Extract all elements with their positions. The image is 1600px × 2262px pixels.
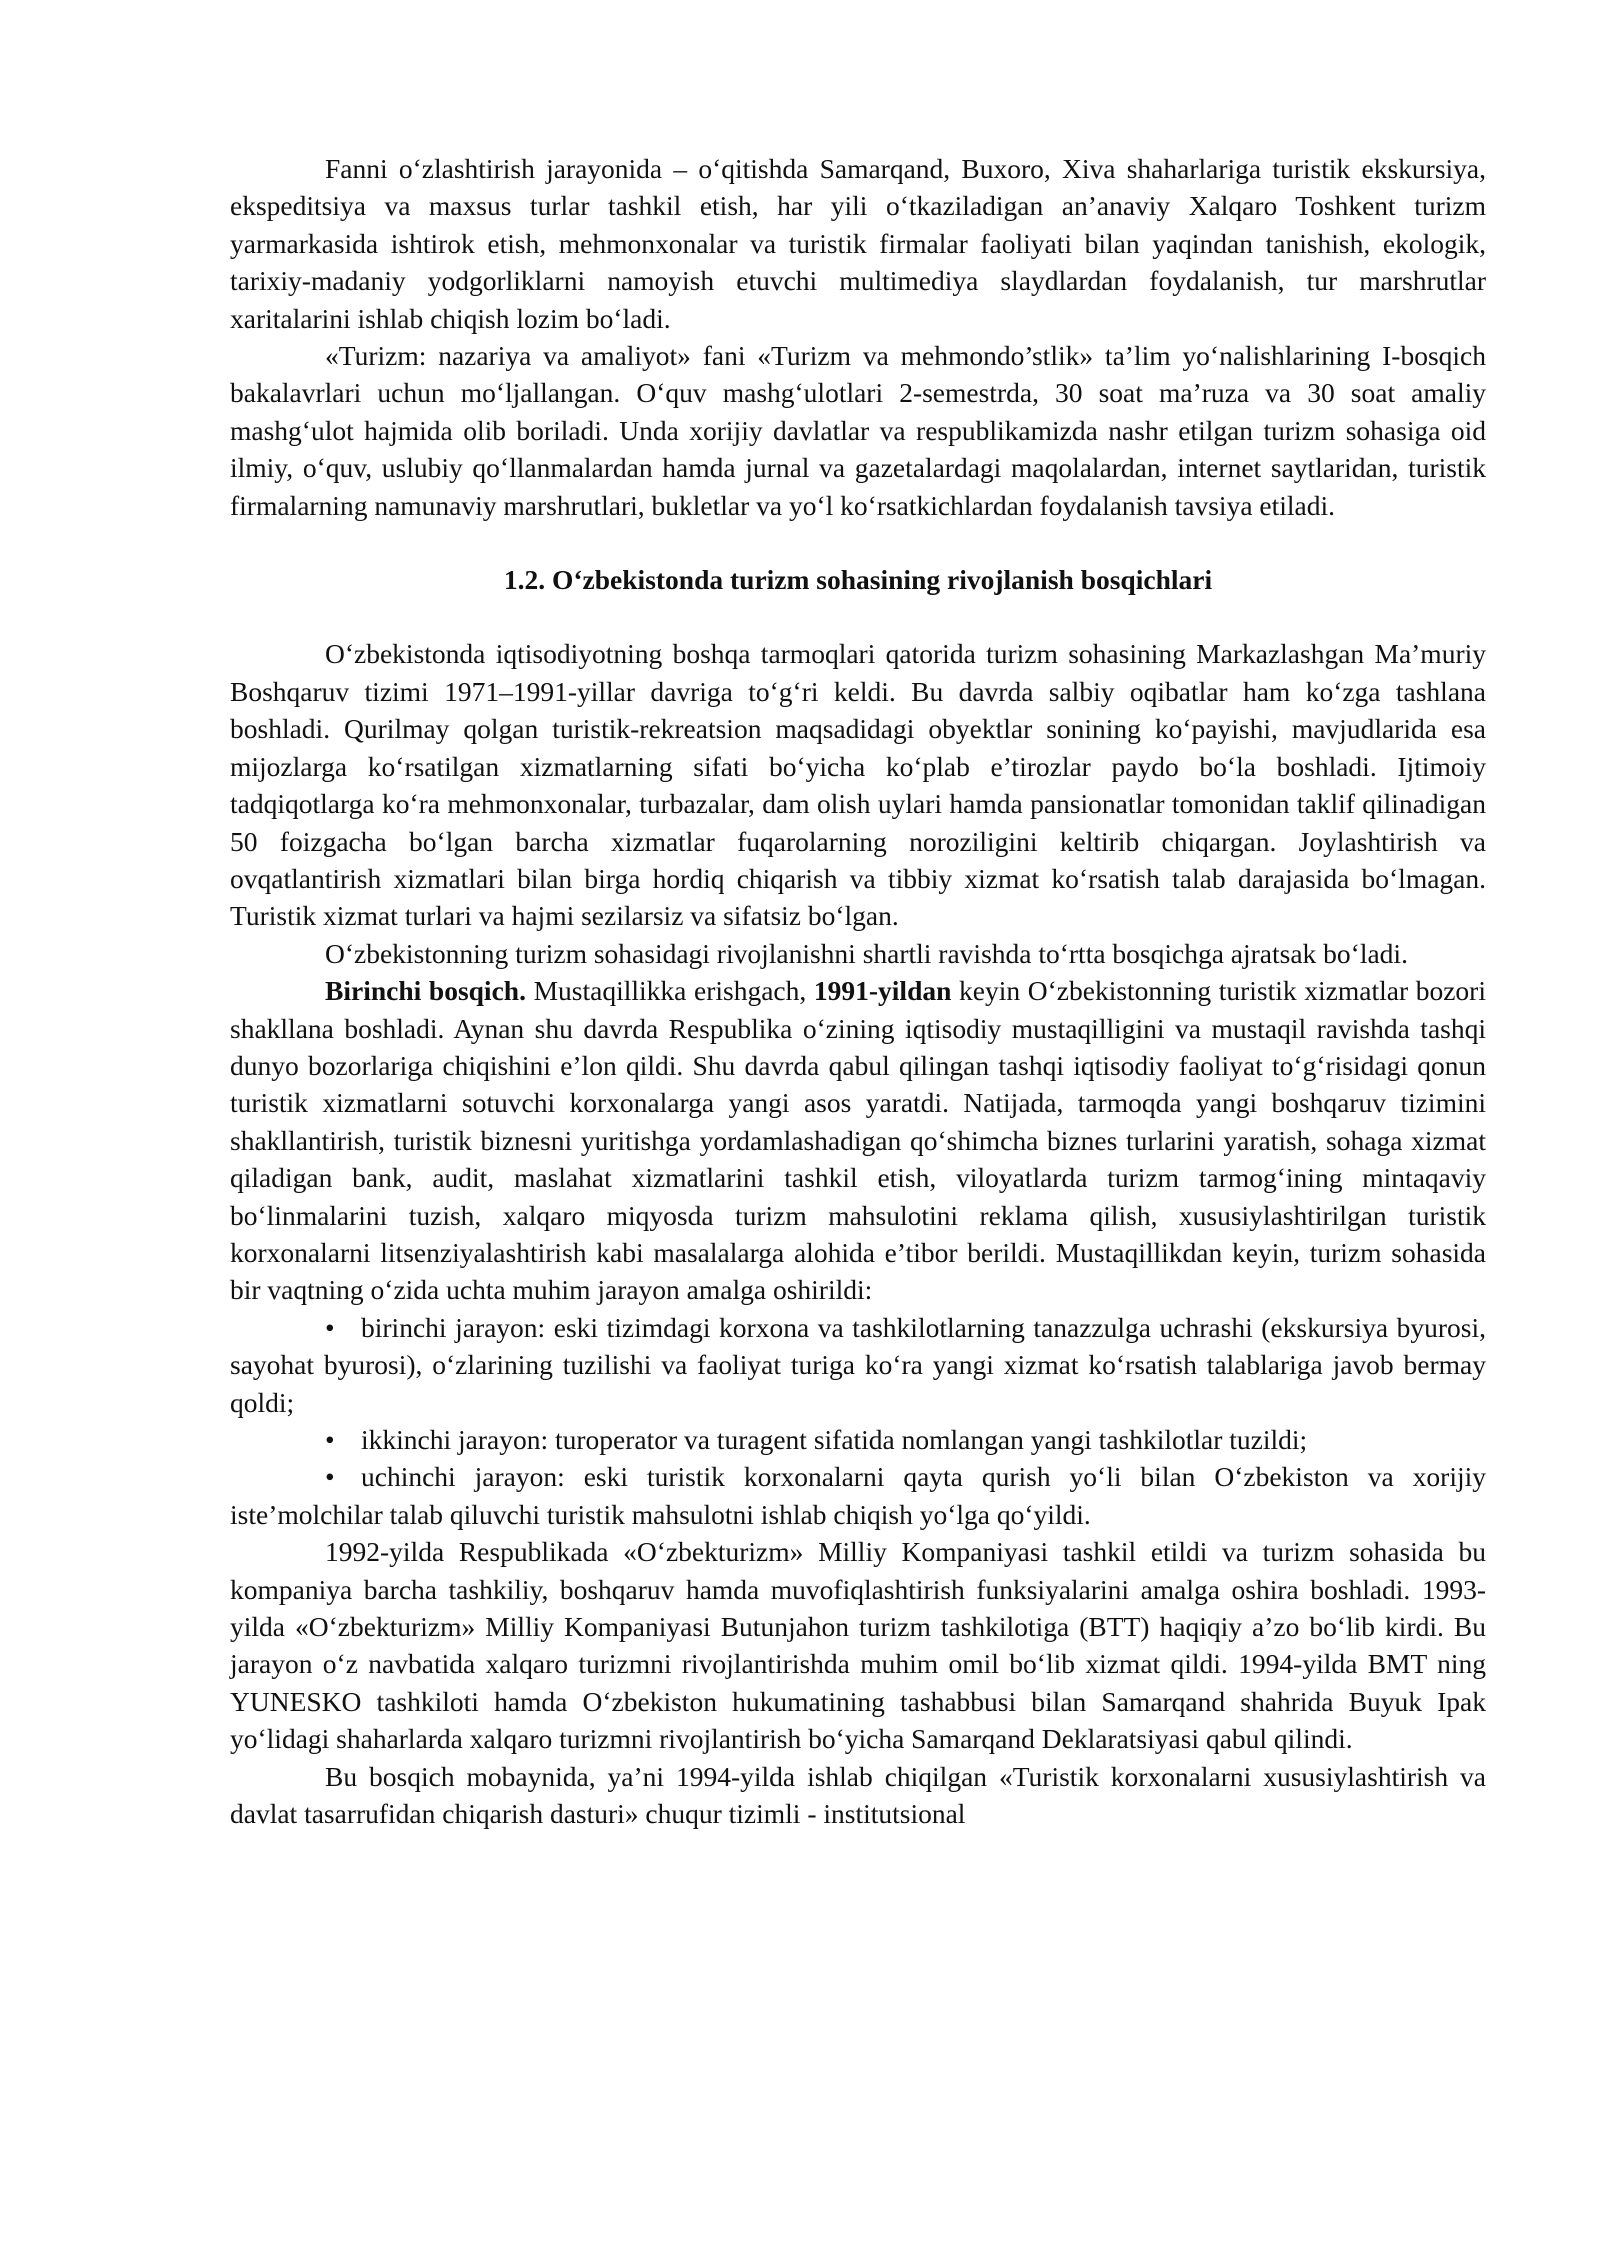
- document-page: [230, 150, 1486, 1832]
- paragraph-first-stage: [230, 972, 1486, 1309]
- bullet-icon: •: [325, 1311, 335, 1343]
- paragraph-uzbekturizm: 1992-yilda Respublikada «O‘zbekturizm» Milliy Kompaniyasi tashkil etildi va turizm sohasida bu kompaniya barcha tashkiliy, boshqaruv hamda muvofiqlashtirish funksiyalarini amalga oshira boshladi. 1993-yilda «O‘zbekturizm» Milliy Kompaniyasi Butunjahon turizm tashkilotiga (BTT) haqiqiy a’zo bo‘lib kirdi. Bu jarayon o‘z navbatida xalqaro turizmni rivojlantirishda muhim omil bo‘lib xizmat qildi. 1994-yilda BMT ning YUNESKO tashkiloti hamda O‘zbekiston hukumatining tashabbusi bilan Samarqand shahrida Buyuk Ipak yo‘lidagi shaharlarda xalqaro turizmni rivojlantirish bo‘yicha Samarqand Deklaratsiyasi qabul qilindi.: [230, 1536, 1486, 1755]
- first-stage-label: Birinchi bosqich.: [325, 975, 526, 1007]
- paragraph-privatization: Bu bosqich mobaynida, ya’ni 1994-yilda ishlab chiqilgan «Turistik korxonalarni xususiylashtirish va davlat tasarrufidan chiqarish dasturi» chuqur tizimli - institutsional: [230, 1760, 1486, 1830]
- bullet-icon: •: [325, 1461, 335, 1493]
- section-heading: 1.2. O‘zbekistonda turizm sohasining rivojlanish bosqichlari: [503, 564, 1213, 596]
- paragraph-course-activities: Fanni o‘zlashtirish jarayonida – o‘qitishda Samarqand, Buxoro, Xiva shaharlariga turistik ekskursiya, ekspeditsiya va maxsus turlar tashkil etish, har yili o‘tkaziladigan an’anaviy Xalqaro Toshkent turizm yarmarkasida ishtirok etish, mehmonxonalar va turistik firmalar faoliyati bilan yaqindan tanishish, ekologik, tarixiy-madaniy yodgorliklarni namoyish etuvchi multimediya slaydlardan foydalanish, tur marshrutlar xaritalarini ishlab chiqish lozim bo‘ladi.: [230, 153, 1486, 334]
- list-item: [230, 1458, 1486, 1533]
- paragraph-administrative-system: O‘zbekistonda iqtisodiyotning boshqa tarmoqlari qatorida turizm sohasining Markazlashgan Ma’muriy Boshqaruv tizimi 1971–1991-yillar davriga to‘g‘ri keldi. Bu davrda salbiy oqibatlar ham ko‘zga tashlana boshladi. Qurilmay qolgan turistik-rekreatsion maqsadidagi obyektlar sonining ko‘payishi, mavjudlarida esa mijozlarga ko‘rsatilgan xizmatlarning sifati bo‘yicha ko‘plab e’tirozlar paydo bo‘la boshladi. Ijtimoiy tadqiqotlarga ko‘ra mehmonxonalar, turbazalar, dam olish uylari hamda pansionatlar tomonidan taklif qilinadigan 50 foizgacha bo‘lgan barcha xizmatlar fuqarolarning noroziligini keltirib chiqargan. Joylashtirish va ovqatlantirish xizmatlari bilan birga hordiq chiqarish va tibbiy xizmat ko‘rsatish talab darajasida bo‘lmagan. Turistik xizmat turlari va hajmi sezilarsiz va sifatsiz bo‘lgan.: [230, 638, 1486, 932]
- list-item-text: birinchi jarayon: eski tizimdagi korxona va tashkilotlarning tanazzulga uchrashi (ekskursiya byurosi, sayohat byurosi), o‘zlarining tuzilishi va faoliyat turiga ko‘ra yangi xizmat ko‘rsatish talablariga javob bermay qoldi;: [230, 1311, 1486, 1418]
- list-item-text: uchinchi jarayon: eski turistik korxonalarni qayta qurish yo‘li bilan O‘zbekiston va xorijiy iste’molchilar talab qiluvchi turistik mahsulotni ishlab chiqish yo‘lga qo‘yildi.: [230, 1461, 1486, 1530]
- list-item-text: ikkinchi jarayon: turoperator va turagent sifatida nomlangan yangi tashkilotlar tuzildi;: [361, 1424, 1308, 1455]
- first-stage-text-a: Mustaqillikka erishgach,: [525, 975, 814, 1007]
- list-item: [230, 1309, 1486, 1421]
- bullet-icon: •: [325, 1424, 335, 1455]
- first-stage-text-b: keyin O‘zbekistonning turistik xizmatlar bozori shakllana boshladi. Aynan shu davrda Respublika o‘zining iqtisodiy mustaqilligini va mustaqil ravishda tashqi dunyo bozorlariga chiqishini e’lon qildi. Shu davrda qabul qilingan tashqi iqtisodiy faoliyat to‘g‘risidagi qonun turistik xizmatlarni sotuvchi korxonalarga yangi asos yaratdi. Natijada, tarmoqda yangi boshqaruv tizimini shakllantirish, turistik biznesni yuritishga yordamlashadigan qo‘shimcha biznes turlarini yaratish, sohaga xizmat qiladigan bank, audit, maslahat xizmatlarini tashkil etish, viloyatlarda turizm tarmog‘ining mintaqaviy bo‘linmalarini tuzish, xalqaro miqyosda turizm mahsulotini reklama qilish, xususiylashtirilgan turistik korxonalarni litsenziyalashtirish kabi masalalarga alohida e’tibor berildi. Mustaqillikdan keyin, turizm sohasida bir vaqtning o‘zida uchta muhim jarayon amalga oshirildi:: [230, 975, 1486, 1306]
- paragraph-course-description: «Turizm: nazariya va amaliyot» fani «Turizm va mehmondo’stlik» ta’lim yo‘nalishlarining I-bosqich bakalavrlari uchun mo‘ljallangan. O‘quv mashg‘ulotlari 2-semestrda, 30 soat ma’ruza va 30 soat amaliy mashg‘ulot hajmida olib boriladi. Unda xorijiy davlatlar va respublikamizda nashr etilgan turizm sohasiga oid ilmiy, o‘quv, uslubiy qo‘llanmalardan hamda jurnal va gazetalardagi maqolalardan, internet saytlaridan, turistik firmalarning namunaviy marshrutlari, bukletlar va yo‘l ko‘rsatkichlardan foydalanish tavsiya etiladi.: [230, 340, 1486, 521]
- list-item: [230, 1421, 1486, 1458]
- first-stage-year: 1991-yildan: [813, 975, 952, 1007]
- paragraph-four-stages: O‘zbekistonning turizm sohasidagi rivojlanishni shartli ravishda to‘rtta bosqichga ajratsak bo‘ladi.: [325, 937, 1408, 969]
